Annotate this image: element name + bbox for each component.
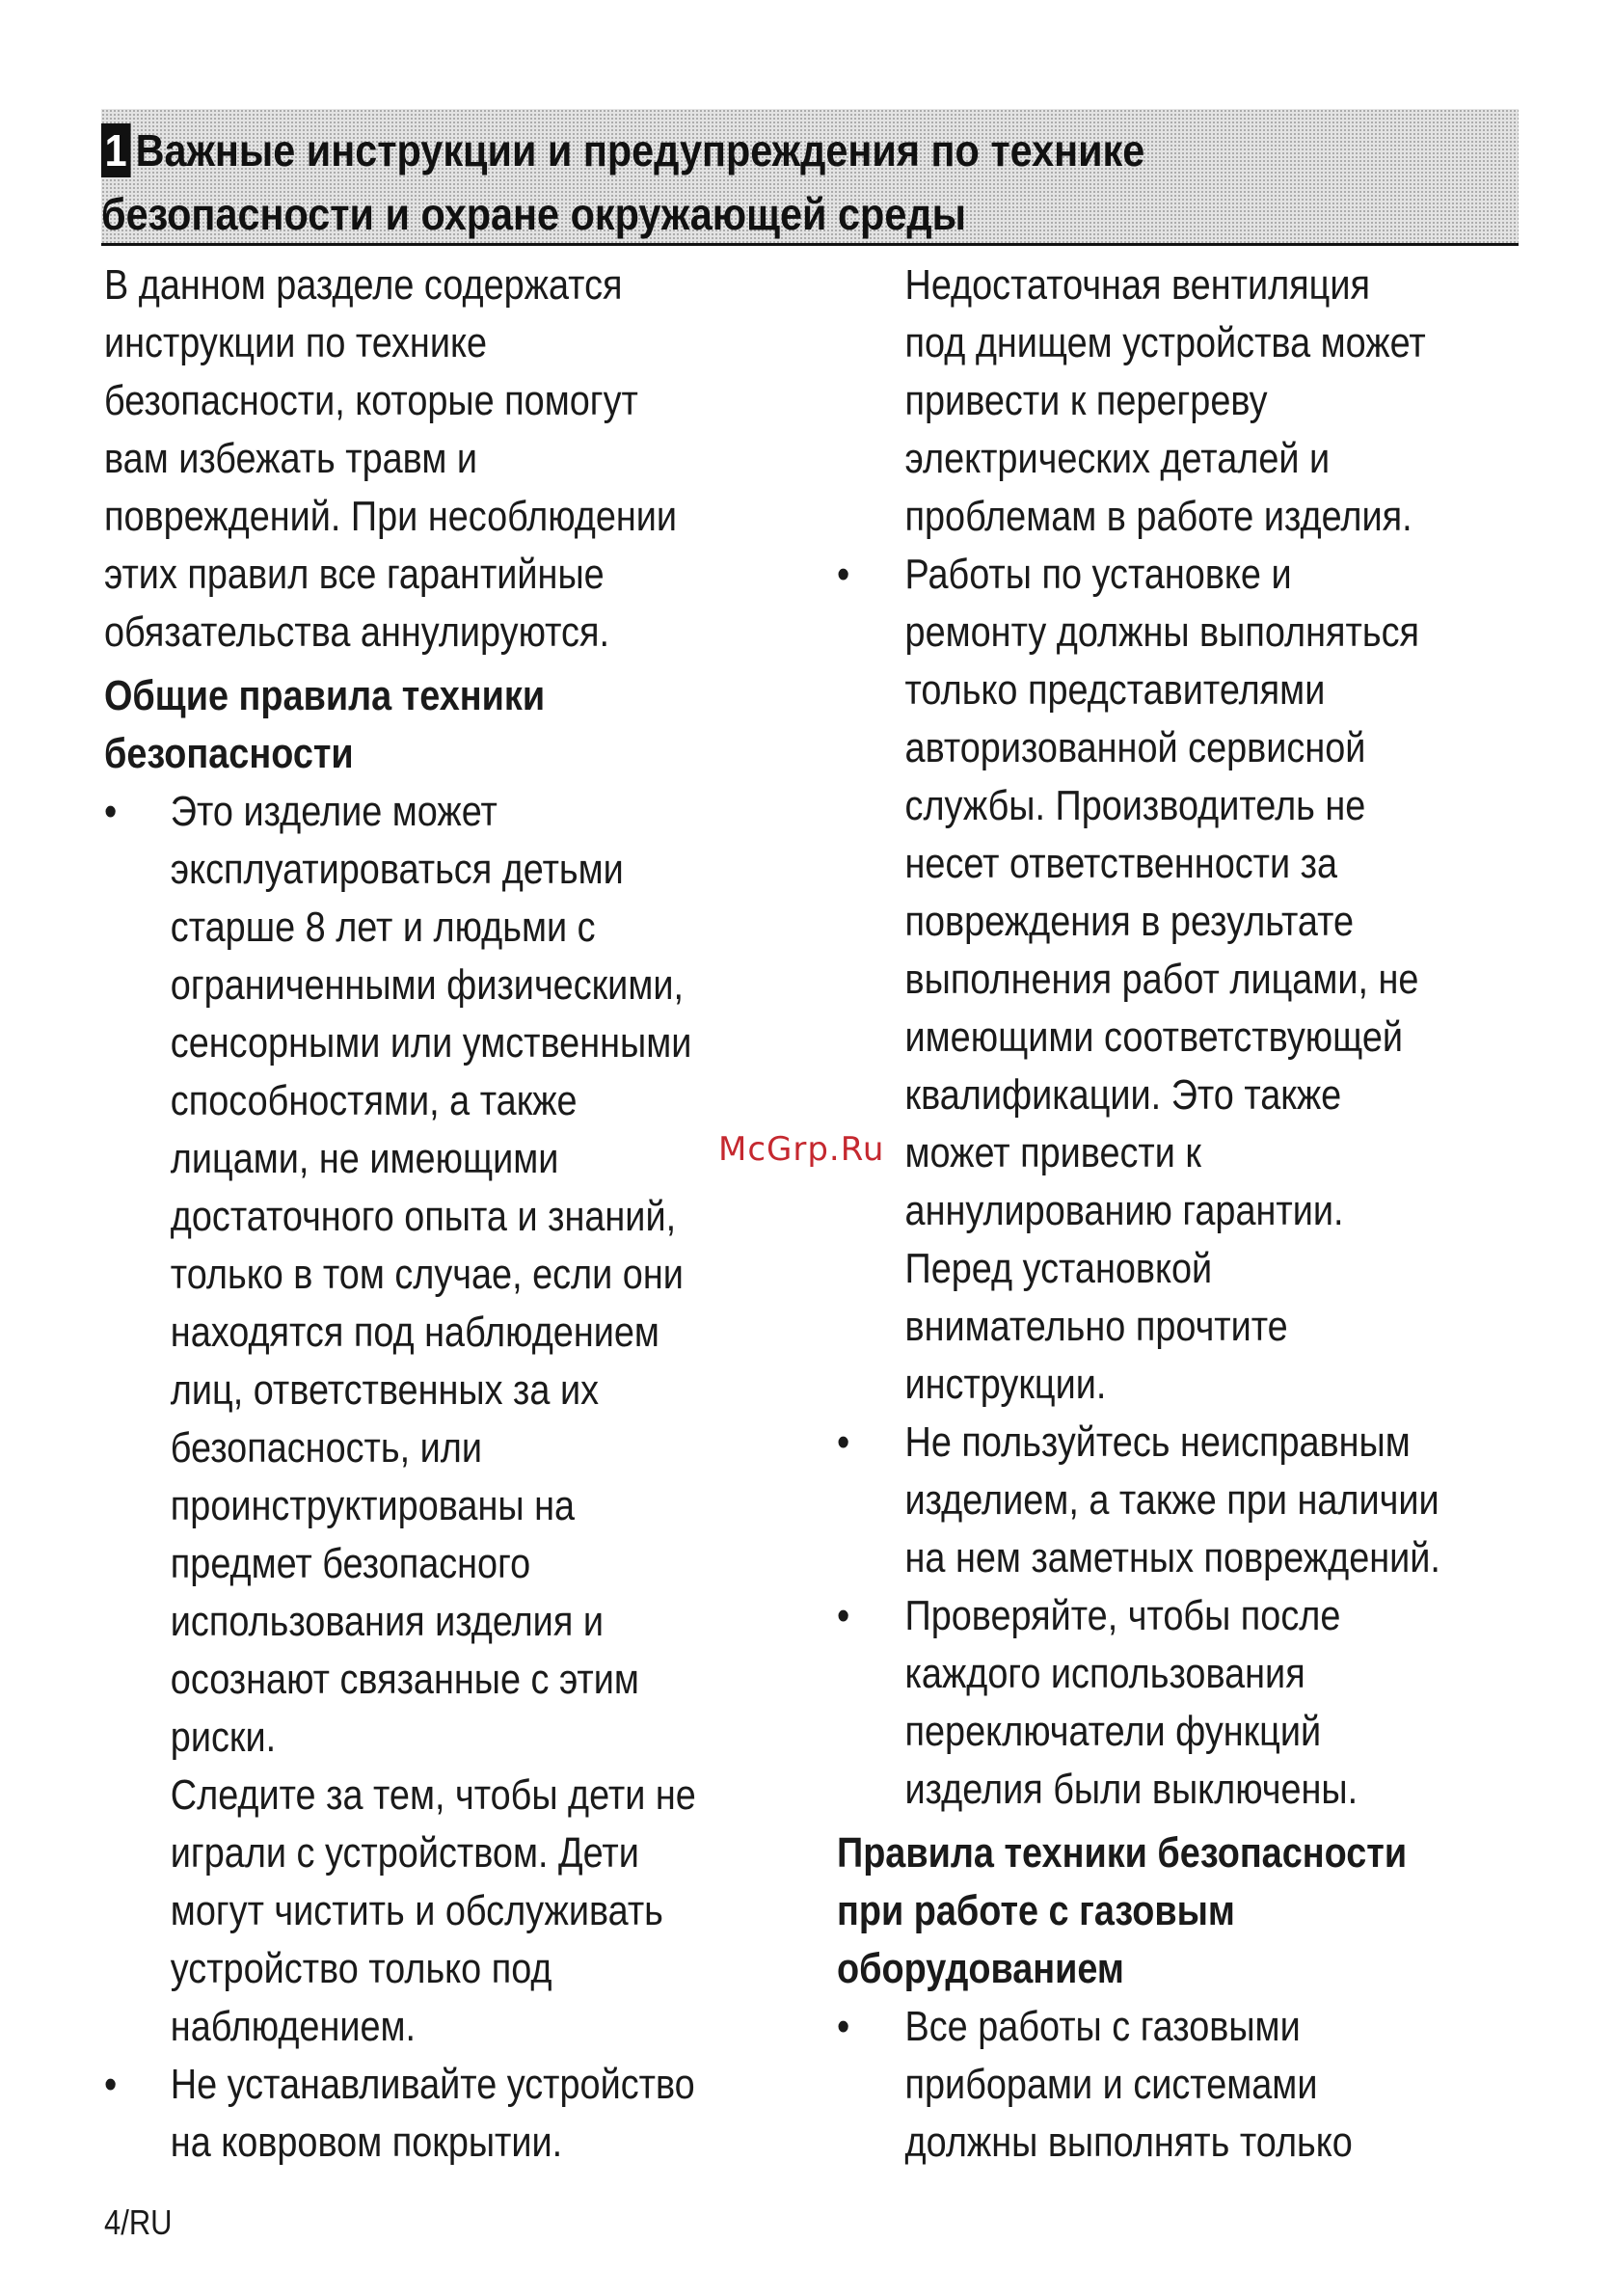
bullet-icon: • (837, 1592, 850, 1639)
right-column (837, 257, 1550, 2172)
watermark: McGrp.Ru (718, 1130, 885, 1169)
bullet-item-switches-off: • Проверяйте, чтобы после каждого использования переключатели функций изделия были выключены. (837, 1587, 1548, 1819)
bullet-item-carpet: • Не устанавливайте устройство на ковровом покрытии. (104, 2056, 854, 2172)
bullet-continuation-ventilation: Недостаточная вентиляция под днищем устройства может привести к перегреву электрических деталей и проблемам в работе изделия. (904, 261, 1426, 540)
left-column (104, 257, 856, 2172)
intro-paragraph: В данном разделе содержатся инструкции по технике безопасности, которые помогут вам избежать травм и повреждений. При несоблюдении этих правил все гарантийные обязательства аннулируются. (104, 261, 678, 656)
page-number: 4/RU (104, 2202, 173, 2242)
section-number-badge: 1 (101, 123, 130, 177)
bullet-item-damaged-device: • Не пользуйтесь неисправным изделием, а также при наличии на нем заметных повреждений. (837, 1414, 1548, 1587)
bullet-item-gas-work: • Все работы с газовыми приборами и системами должны выполнять только (837, 1998, 1548, 2172)
section-header (101, 109, 1519, 246)
bullet-icon: • (837, 551, 850, 598)
subheading-general-safety: Общие правила техники безопасности (104, 672, 546, 777)
subheading-gas-safety: Правила техники безопасности при работе с газовым оборудованием (837, 1829, 1408, 1992)
bullet-continuation-read-instructions: Перед установкой внимательно прочтите инструкции. (904, 1245, 1288, 1408)
section-title-line-1: 1 Важные инструкции и предупреждения по технике (101, 119, 1368, 182)
bullet-item-installation: • Работы по установке и ремонту должны выполняться только представителями авторизованной сервисной службы. Производитель не несет ответственности за повреждения в результате выполнения работ лицами, не имеющими соответствующей квалификации. Это также может привести к аннулированию гарантии. (837, 546, 1548, 1240)
bullet-icon: • (837, 2003, 850, 2050)
section-title-line-2: безопасности и охране окружающей среды (101, 189, 966, 239)
bullet-continuation-supervision: Следите за тем, чтобы дети не играли с устройством. Дети могут чистить и обслуживать устройство только под наблюдением. (170, 1771, 696, 2050)
bullet-icon: • (104, 2061, 118, 2108)
bullet-icon: • (104, 788, 118, 835)
bullet-icon: • (837, 1418, 850, 1466)
bullet-item-children-use: • Это изделие может эксплуатироваться детьми старше 8 лет и людьми с ограниченными физическими, сенсорными или умственными способностями, а также лицами, не имеющими достаточного опыта и знаний, только в том случае, если они находятся под наблюдением лиц, ответственных за их безопасность, или проинструктированы на предмет безопасного использования изделия и осознают связанные с этим риски. (104, 783, 854, 1767)
section-title (101, 119, 1368, 246)
